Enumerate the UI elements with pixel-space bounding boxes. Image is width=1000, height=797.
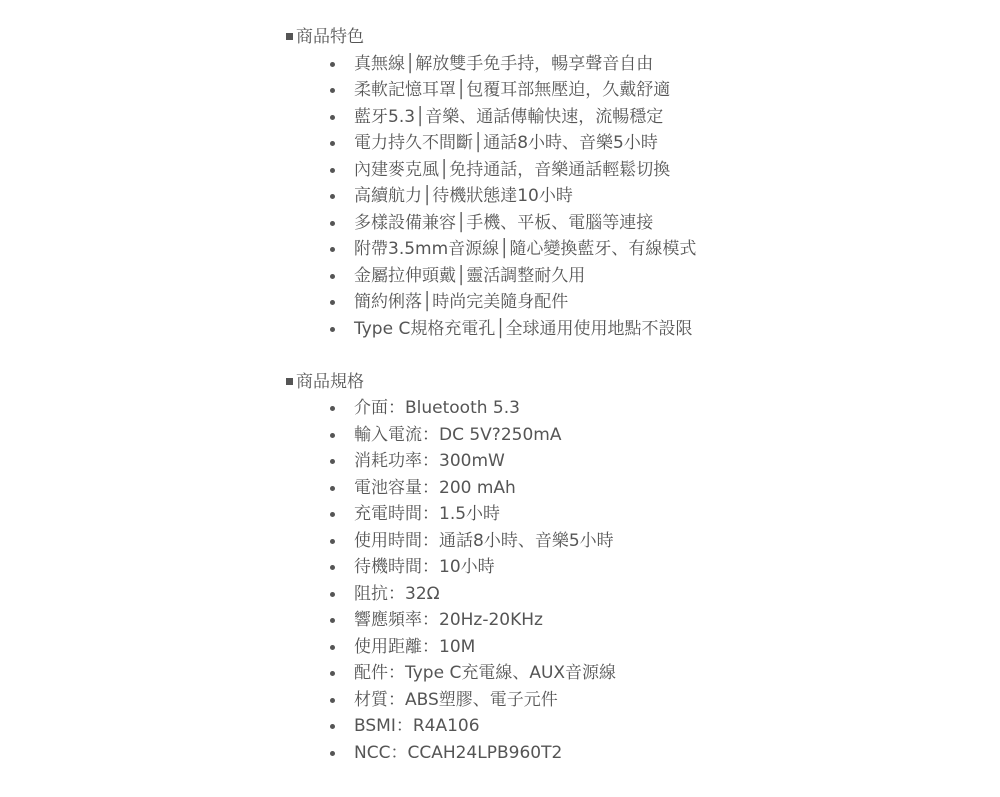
spec-item — [330, 422, 986, 449]
spec-item — [330, 634, 986, 661]
feature-item-text: 金屬拉伸頭戴│靈活調整耐久用 — [354, 265, 586, 286]
spec-item — [330, 475, 986, 502]
spec-item — [330, 554, 986, 581]
spec-item-text: 材質：ABS塑膠、電子元件 — [354, 689, 558, 710]
spec-item — [330, 740, 986, 767]
feature-item — [330, 77, 986, 104]
section-spacer — [286, 342, 986, 369]
spec-item-text: 消耗功率：300mW — [354, 451, 505, 471]
feature-item — [330, 289, 986, 316]
spec-item — [330, 501, 986, 528]
bullet-icon — [330, 592, 335, 597]
feature-item-text: 電力持久不間斷│通話8小時、音樂5小時 — [354, 133, 658, 153]
feature-item-text: 真無線│解放雙手免手持，暢享聲音自由 — [354, 53, 654, 74]
bullet-icon — [330, 565, 335, 570]
spec-item-text: BSMI：R4A106 — [354, 716, 480, 736]
feature-item-text: 內建麥克風│免持通話，音樂通話輕鬆切換 — [354, 159, 671, 180]
spec-item-text: 使用距離：10M — [354, 636, 476, 657]
bullet-icon — [330, 618, 335, 623]
spec-item-text: 響應頻率：20Hz-20KHz — [354, 610, 543, 630]
features-list — [286, 51, 986, 343]
features-heading-text: 商品特色 — [296, 27, 364, 47]
bullet-icon — [330, 115, 335, 120]
spec-item — [330, 660, 986, 687]
bullet-icon — [330, 274, 335, 279]
spec-item-text: 介面：Bluetooth 5.3 — [354, 398, 520, 418]
specs-list — [286, 395, 986, 766]
spec-item-text: 電池容量：200 mAh — [354, 477, 516, 498]
feature-item-text: 簡約俐落│時尚完美隨身配件 — [354, 292, 569, 312]
spec-item — [330, 581, 986, 608]
specs-heading-text: 商品規格 — [296, 371, 364, 392]
feature-item-text: 柔軟記憶耳罩│包覆耳部無壓迫，久戴舒適 — [354, 80, 671, 100]
bullet-icon — [330, 486, 335, 491]
bullet-icon — [330, 698, 335, 703]
bullet-icon — [330, 221, 335, 226]
feature-item-text: 高續航力│待機狀態達10小時 — [354, 186, 573, 206]
bullet-icon — [330, 141, 335, 146]
spec-item — [330, 448, 986, 475]
square-bullet-icon — [286, 33, 293, 40]
feature-item — [330, 51, 986, 78]
bullet-icon — [330, 88, 335, 93]
feature-item-text: 藍牙5.3│音樂、通話傳輸快速，流暢穩定 — [354, 106, 664, 127]
specs-heading — [286, 369, 986, 396]
bullet-icon — [330, 645, 335, 650]
feature-item — [330, 157, 986, 184]
feature-item-text: 多樣設備兼容│手機、平板、電腦等連接 — [354, 212, 654, 233]
spec-item-text: 待機時間：10小時 — [354, 557, 495, 577]
bullet-icon — [330, 194, 335, 199]
bullet-icon — [330, 300, 335, 305]
feature-item — [330, 183, 986, 210]
bullet-icon — [330, 247, 335, 252]
bullet-icon — [330, 62, 335, 67]
spec-item — [330, 713, 986, 740]
spec-item-text: 配件：Type C充電線、AUX音源線 — [354, 663, 617, 683]
feature-item — [330, 236, 986, 263]
feature-item — [330, 104, 986, 131]
bullet-icon — [330, 724, 335, 729]
bullet-icon — [330, 168, 335, 173]
bullet-icon — [330, 671, 335, 676]
bullet-icon — [330, 406, 335, 411]
spec-item — [330, 395, 986, 422]
feature-item — [330, 263, 986, 290]
spec-item-text: NCC：CCAH24LPB960T2 — [354, 742, 563, 763]
feature-item-text: Type C規格充電孔│全球通用使用地點不設限 — [354, 318, 693, 339]
spec-item — [330, 687, 986, 714]
spec-item — [330, 607, 986, 634]
spec-item-text: 使用時間：通話8小時、音樂5小時 — [354, 530, 614, 551]
feature-item — [330, 316, 986, 343]
feature-item — [330, 210, 986, 237]
bullet-icon — [330, 459, 335, 464]
feature-item-text: 附帶3.5mm音源線│隨心變換藍牙、有線模式 — [354, 239, 697, 259]
bullet-icon — [330, 751, 335, 756]
square-bullet-icon — [286, 378, 293, 385]
bullet-icon — [330, 539, 335, 544]
product-description — [286, 24, 986, 766]
bullet-icon — [330, 512, 335, 517]
bullet-icon — [330, 327, 335, 332]
bullet-icon — [330, 433, 335, 438]
spec-item-text: 輸入電流：DC 5V?250mA — [354, 424, 562, 445]
spec-item-text: 阻抗：32Ω — [354, 583, 440, 604]
features-heading — [286, 24, 986, 51]
spec-item-text: 充電時間：1.5小時 — [354, 504, 501, 524]
feature-item — [330, 130, 986, 157]
spec-item — [330, 528, 986, 555]
